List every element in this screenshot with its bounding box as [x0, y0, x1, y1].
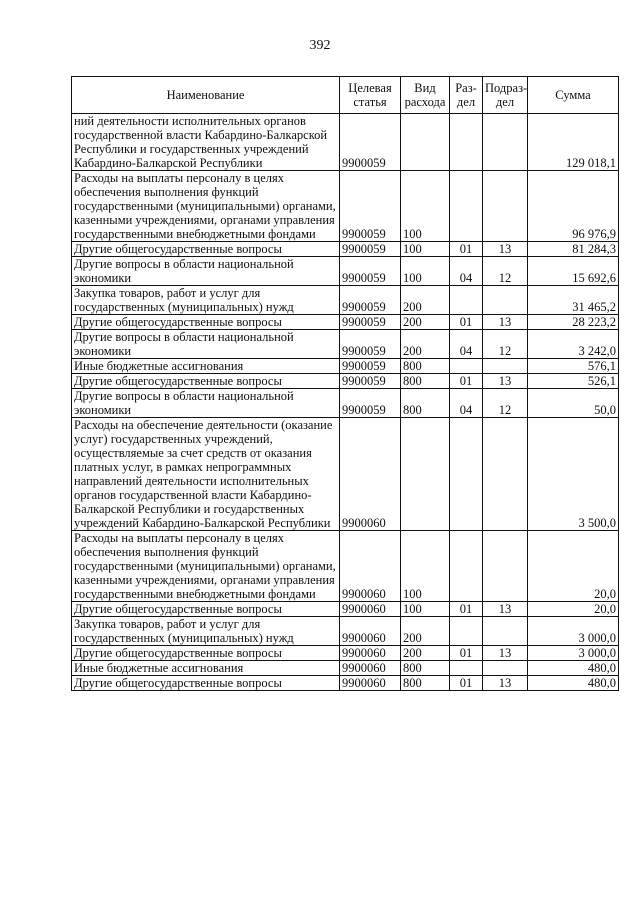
row-target-article: 9900060: [340, 617, 401, 646]
table-row: [72, 114, 619, 171]
row-sum: 96 976,9: [528, 171, 619, 242]
table-row: [72, 389, 619, 418]
row-name: Другие вопросы в области национальной экономики: [72, 389, 340, 418]
row-target-article: 9900059: [340, 171, 401, 242]
row-section: 01: [450, 315, 483, 330]
table-row: [72, 171, 619, 242]
row-section: [450, 531, 483, 602]
table-row: [72, 661, 619, 676]
row-subsection: [483, 661, 528, 676]
row-sum: 3 242,0: [528, 330, 619, 359]
table-row: [72, 374, 619, 389]
row-name: Другие общегосударственные вопросы: [72, 676, 340, 691]
row-subsection: 13: [483, 602, 528, 617]
row-expense-type: 800: [401, 676, 450, 691]
row-target-article: 9900060: [340, 531, 401, 602]
row-sum: 20,0: [528, 531, 619, 602]
row-name: Закупка товаров, работ и услуг для государственных (муниципальных) нужд: [72, 286, 340, 315]
row-subsection: [483, 531, 528, 602]
row-subsection: [483, 114, 528, 171]
row-expense-type: [401, 418, 450, 531]
row-subsection: [483, 286, 528, 315]
row-expense-type: 100: [401, 257, 450, 286]
row-section: 01: [450, 242, 483, 257]
row-section: [450, 661, 483, 676]
row-section: [450, 418, 483, 531]
row-section: [450, 114, 483, 171]
row-section: 04: [450, 389, 483, 418]
table-row: [72, 257, 619, 286]
row-expense-type: 200: [401, 330, 450, 359]
table-row: [72, 330, 619, 359]
row-target-article: 9900060: [340, 646, 401, 661]
row-target-article: 9900060: [340, 676, 401, 691]
row-subsection: 13: [483, 315, 528, 330]
row-expense-type: 800: [401, 661, 450, 676]
row-sum: 129 018,1: [528, 114, 619, 171]
header-section: Раз-дел: [450, 77, 483, 114]
row-expense-type: 200: [401, 286, 450, 315]
row-name: Другие общегосударственные вопросы: [72, 646, 340, 661]
table-row: [72, 418, 619, 531]
row-target-article: 9900059: [340, 114, 401, 171]
row-name: Другие общегосударственные вопросы: [72, 242, 340, 257]
row-subsection: 13: [483, 242, 528, 257]
row-subsection: [483, 617, 528, 646]
row-expense-type: 100: [401, 171, 450, 242]
row-name: Другие общегосударственные вопросы: [72, 315, 340, 330]
row-name: Расходы на выплаты персоналу в целях обеспечения выполнения функций государственными (муниципальными) органами, казенными учреждениями, органами управления государственными внебюджетными фондами: [72, 171, 340, 242]
row-section: [450, 286, 483, 315]
header-name: Наименование: [72, 77, 340, 114]
row-sum: 480,0: [528, 676, 619, 691]
table-row: [72, 286, 619, 315]
table-row: [72, 646, 619, 661]
row-name: Другие вопросы в области национальной экономики: [72, 257, 340, 286]
row-sum: 28 223,2: [528, 315, 619, 330]
table-row: [72, 315, 619, 330]
table-header-row: [72, 77, 619, 114]
row-name: Расходы на обеспечение деятельности (оказание услуг) государственных учреждений, осуществляемые за счет средств от оказания платных услуг, в рамках непрограммных направлений деятельности исполнительных органов государственной власти Кабардино-Балкарской Республики и государственных учреждений Кабардино-Балкарской Республики: [72, 418, 340, 531]
row-expense-type: 800: [401, 374, 450, 389]
row-name: Другие общегосударственные вопросы: [72, 374, 340, 389]
header-sum: Сумма: [528, 77, 619, 114]
row-name: Иные бюджетные ассигнования: [72, 661, 340, 676]
row-name: Другие общегосударственные вопросы: [72, 602, 340, 617]
row-expense-type: 200: [401, 646, 450, 661]
row-section: 04: [450, 257, 483, 286]
row-expense-type: 100: [401, 242, 450, 257]
row-section: [450, 171, 483, 242]
row-name: Закупка товаров, работ и услуг для государственных (муниципальных) нужд: [72, 617, 340, 646]
row-target-article: 9900059: [340, 257, 401, 286]
row-subsection: 13: [483, 676, 528, 691]
row-expense-type: 200: [401, 315, 450, 330]
row-subsection: [483, 171, 528, 242]
row-sum: 480,0: [528, 661, 619, 676]
row-sum: 81 284,3: [528, 242, 619, 257]
table-row: [72, 602, 619, 617]
row-target-article: 9900059: [340, 330, 401, 359]
row-subsection: 12: [483, 257, 528, 286]
table-row: [72, 531, 619, 602]
row-target-article: 9900060: [340, 602, 401, 617]
page-number: 392: [309, 38, 331, 53]
row-sum: 31 465,2: [528, 286, 619, 315]
header-subsection: Подраз-дел: [483, 77, 528, 114]
row-expense-type: 100: [401, 602, 450, 617]
row-subsection: 13: [483, 646, 528, 661]
row-section: 01: [450, 602, 483, 617]
row-target-article: 9900059: [340, 374, 401, 389]
row-section: [450, 359, 483, 374]
row-section: 01: [450, 374, 483, 389]
row-target-article: 9900059: [340, 242, 401, 257]
row-subsection: 12: [483, 330, 528, 359]
header-target-article: Целевая статья: [340, 77, 401, 114]
row-sum: 576,1: [528, 359, 619, 374]
row-subsection: [483, 418, 528, 531]
row-name: Иные бюджетные ассигнования: [72, 359, 340, 374]
table-row: [72, 617, 619, 646]
row-name: Расходы на выплаты персоналу в целях обеспечения выполнения функций государственными (муниципальными) органами, казенными учреждениями, органами управления государственными внебюджетными фондами: [72, 531, 340, 602]
row-sum: 15 692,6: [528, 257, 619, 286]
header-expense-type: Вид расхода: [401, 77, 450, 114]
row-subsection: 12: [483, 389, 528, 418]
table-row: [72, 359, 619, 374]
row-target-article: 9900059: [340, 315, 401, 330]
row-target-article: 9900059: [340, 389, 401, 418]
row-subsection: [483, 359, 528, 374]
row-expense-type: [401, 114, 450, 171]
row-section: 04: [450, 330, 483, 359]
row-sum: 20,0: [528, 602, 619, 617]
row-expense-type: 100: [401, 531, 450, 602]
row-name: ний деятельности исполнительных органов государственной власти Кабардино-Балкарской Республики и государственных учреждений Кабардино-Балкарской Республики: [72, 114, 340, 171]
row-expense-type: 800: [401, 359, 450, 374]
row-section: 01: [450, 646, 483, 661]
row-target-article: 9900060: [340, 661, 401, 676]
row-sum: 3 500,0: [528, 418, 619, 531]
budget-table: [71, 76, 619, 691]
row-section: [450, 617, 483, 646]
row-sum: 50,0: [528, 389, 619, 418]
row-subsection: 13: [483, 374, 528, 389]
row-expense-type: 200: [401, 617, 450, 646]
row-name: Другие вопросы в области национальной экономики: [72, 330, 340, 359]
table-row: [72, 242, 619, 257]
row-expense-type: 800: [401, 389, 450, 418]
row-sum: 526,1: [528, 374, 619, 389]
row-section: 01: [450, 676, 483, 691]
row-sum: 3 000,0: [528, 646, 619, 661]
row-target-article: 9900060: [340, 418, 401, 531]
row-target-article: 9900059: [340, 286, 401, 315]
table-row: [72, 676, 619, 691]
row-sum: 3 000,0: [528, 617, 619, 646]
row-target-article: 9900059: [340, 359, 401, 374]
